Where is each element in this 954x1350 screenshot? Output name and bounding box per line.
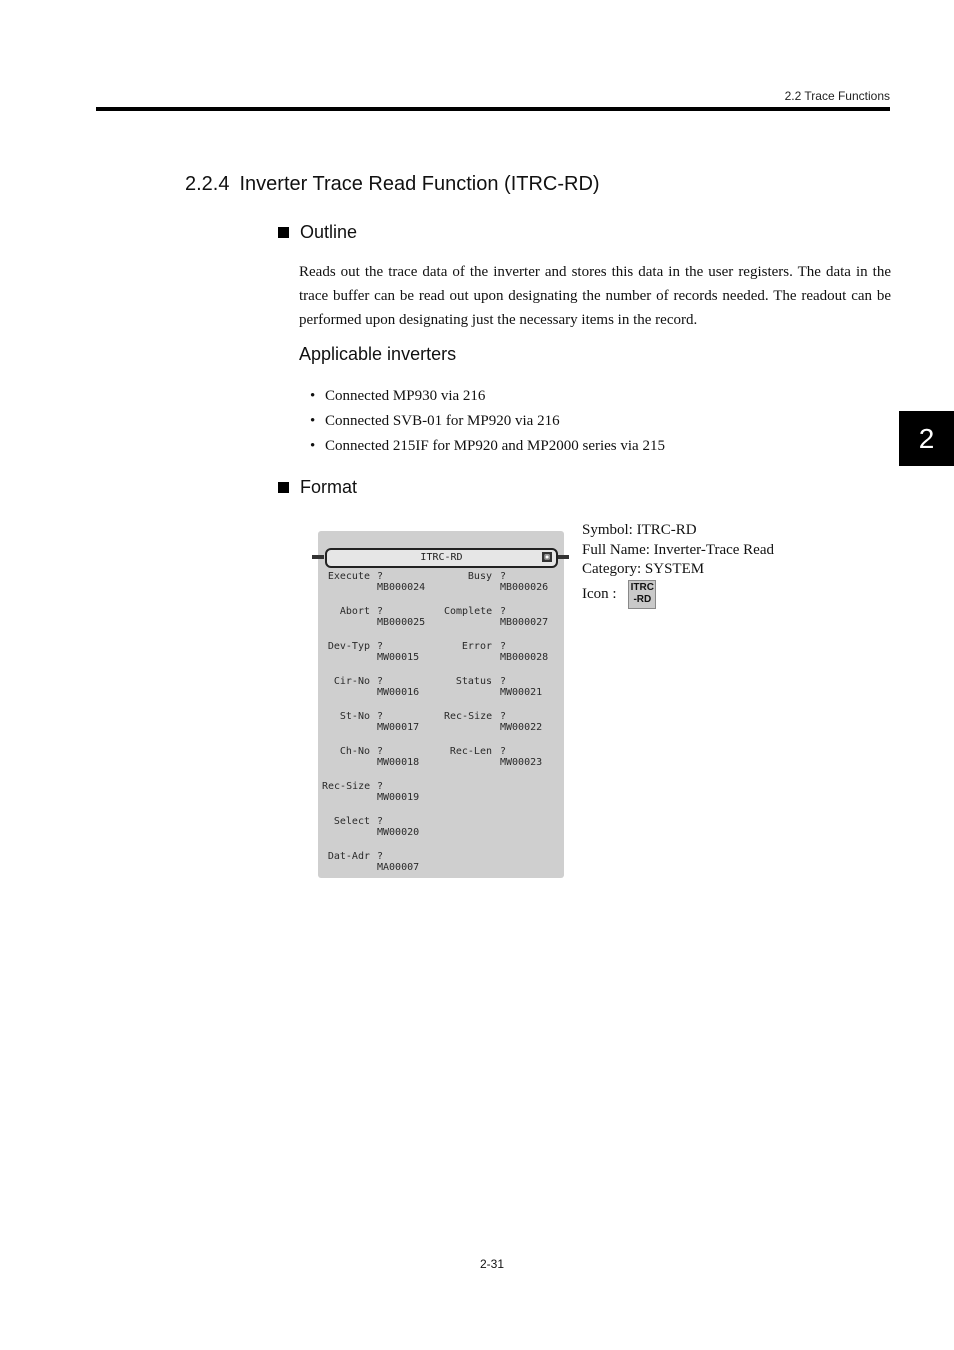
block-metadata bbox=[582, 521, 774, 609]
category-line: Category: SYSTEM bbox=[582, 561, 705, 577]
list-item bbox=[310, 409, 665, 434]
itrc-rd-icon: ITRC -RD bbox=[628, 580, 656, 609]
applicable-heading: Applicable inverters bbox=[299, 344, 457, 364]
output-pin-name: Complete bbox=[444, 606, 493, 617]
input-pin-value: ? bbox=[377, 746, 384, 757]
icon-line bbox=[582, 580, 774, 609]
input-pin-name: Abort bbox=[339, 606, 370, 617]
applicable-list bbox=[310, 384, 665, 459]
outline-paragraph: Reads out the trace data of the inverter and stores this data in the user registers. The data in the trace buffer can be read out upon designating the number of records needed. The readout can be performed upon designating just the necessary items in the record. bbox=[299, 264, 891, 328]
input-pin-value: ? bbox=[377, 711, 384, 722]
page-number: 2-31 bbox=[480, 1257, 505, 1271]
format-heading bbox=[278, 477, 357, 498]
list-item bbox=[310, 434, 665, 459]
input-pin-value: ? bbox=[377, 606, 384, 617]
list-item-text: Connected 215IF for MP920 and MP2000 series via 215 bbox=[325, 438, 665, 454]
list-item bbox=[310, 384, 665, 409]
outline-heading bbox=[278, 222, 357, 243]
block-menu-icon: ▣ bbox=[542, 552, 552, 562]
input-pin-register: MW00017 bbox=[377, 722, 420, 733]
function-block-title bbox=[325, 548, 558, 568]
square-bullet-icon bbox=[278, 482, 289, 493]
output-pin-name: Status bbox=[455, 676, 492, 687]
square-bullet-icon bbox=[278, 227, 289, 238]
output-pin-value: ? bbox=[500, 641, 507, 652]
left-rail bbox=[312, 555, 324, 559]
input-pin-register: MB000024 bbox=[377, 582, 426, 593]
output-pin-value: ? bbox=[500, 676, 507, 687]
input-pin-register: MW00018 bbox=[377, 757, 420, 768]
section-title bbox=[185, 173, 600, 196]
input-pin-register: MA00007 bbox=[377, 862, 420, 873]
bullet-dot-icon: • bbox=[310, 388, 316, 404]
input-pin-name: Execute bbox=[327, 571, 370, 582]
input-pin-name: Dat-Adr bbox=[327, 851, 370, 862]
output-pin-value: ? bbox=[500, 571, 507, 582]
section-number: 2.2.4 bbox=[185, 173, 230, 195]
input-pin-register: MB000025 bbox=[377, 617, 426, 628]
bullet-dot-icon: • bbox=[310, 438, 316, 454]
output-pin-value: ? bbox=[500, 746, 507, 757]
format-heading-text: Format bbox=[300, 477, 358, 497]
input-pin-name: Ch-No bbox=[339, 746, 370, 757]
input-pin-name: St-No bbox=[339, 711, 370, 722]
output-pin-name: Rec-Len bbox=[449, 746, 492, 757]
input-pin-register: MW00019 bbox=[377, 792, 420, 803]
chapter-tab: 2 bbox=[899, 411, 954, 466]
output-pin-register: MW00023 bbox=[500, 757, 543, 768]
outline-heading-text: Outline bbox=[300, 222, 358, 242]
input-pin-name: Rec-Size bbox=[322, 781, 371, 792]
full-name-line: Full Name: Inverter-Trace Read bbox=[582, 541, 774, 558]
running-head: 2.2 Trace Functions bbox=[784, 89, 890, 103]
input-pin-value: ? bbox=[377, 571, 384, 582]
input-pin-name: Select bbox=[333, 816, 370, 827]
output-pin-value: ? bbox=[500, 606, 507, 617]
output-pin-register: MW00021 bbox=[500, 687, 543, 698]
list-item-text: Connected SVB-01 for MP920 via 216 bbox=[325, 413, 560, 429]
input-pin-name: Dev-Typ bbox=[327, 641, 370, 652]
output-pin-name: Busy bbox=[467, 571, 492, 582]
input-pin-value: ? bbox=[377, 816, 384, 827]
section-title-text: Inverter Trace Read Function (ITRC-RD) bbox=[239, 173, 600, 195]
output-pin-name: Error bbox=[461, 641, 492, 652]
input-pin-value: ? bbox=[377, 851, 384, 862]
input-pin-value: ? bbox=[377, 641, 384, 652]
output-pin-value: ? bbox=[500, 711, 507, 722]
input-pin-name: Cir-No bbox=[333, 676, 370, 687]
input-pin-value: ? bbox=[377, 781, 384, 792]
input-pin-register: MW00016 bbox=[377, 687, 420, 698]
list-item-text: Connected MP930 via 216 bbox=[325, 388, 486, 404]
input-pin-register: MW00015 bbox=[377, 652, 420, 663]
output-pin-register: MW00022 bbox=[500, 722, 543, 733]
header-rule bbox=[96, 107, 890, 111]
output-pin-name: Rec-Size bbox=[444, 711, 493, 722]
output-pin-register: MB000028 bbox=[500, 652, 549, 663]
block-title-text: ITRC-RD bbox=[420, 552, 463, 563]
output-pin-register: MB000026 bbox=[500, 582, 549, 593]
input-pin-register: MW00020 bbox=[377, 827, 420, 838]
input-pin-value: ? bbox=[377, 676, 384, 687]
output-pin-register: MB000027 bbox=[500, 617, 549, 628]
icon-label: Icon : bbox=[582, 585, 617, 602]
symbol-line: Symbol: ITRC-RD bbox=[582, 522, 697, 538]
bullet-dot-icon: • bbox=[310, 413, 316, 429]
